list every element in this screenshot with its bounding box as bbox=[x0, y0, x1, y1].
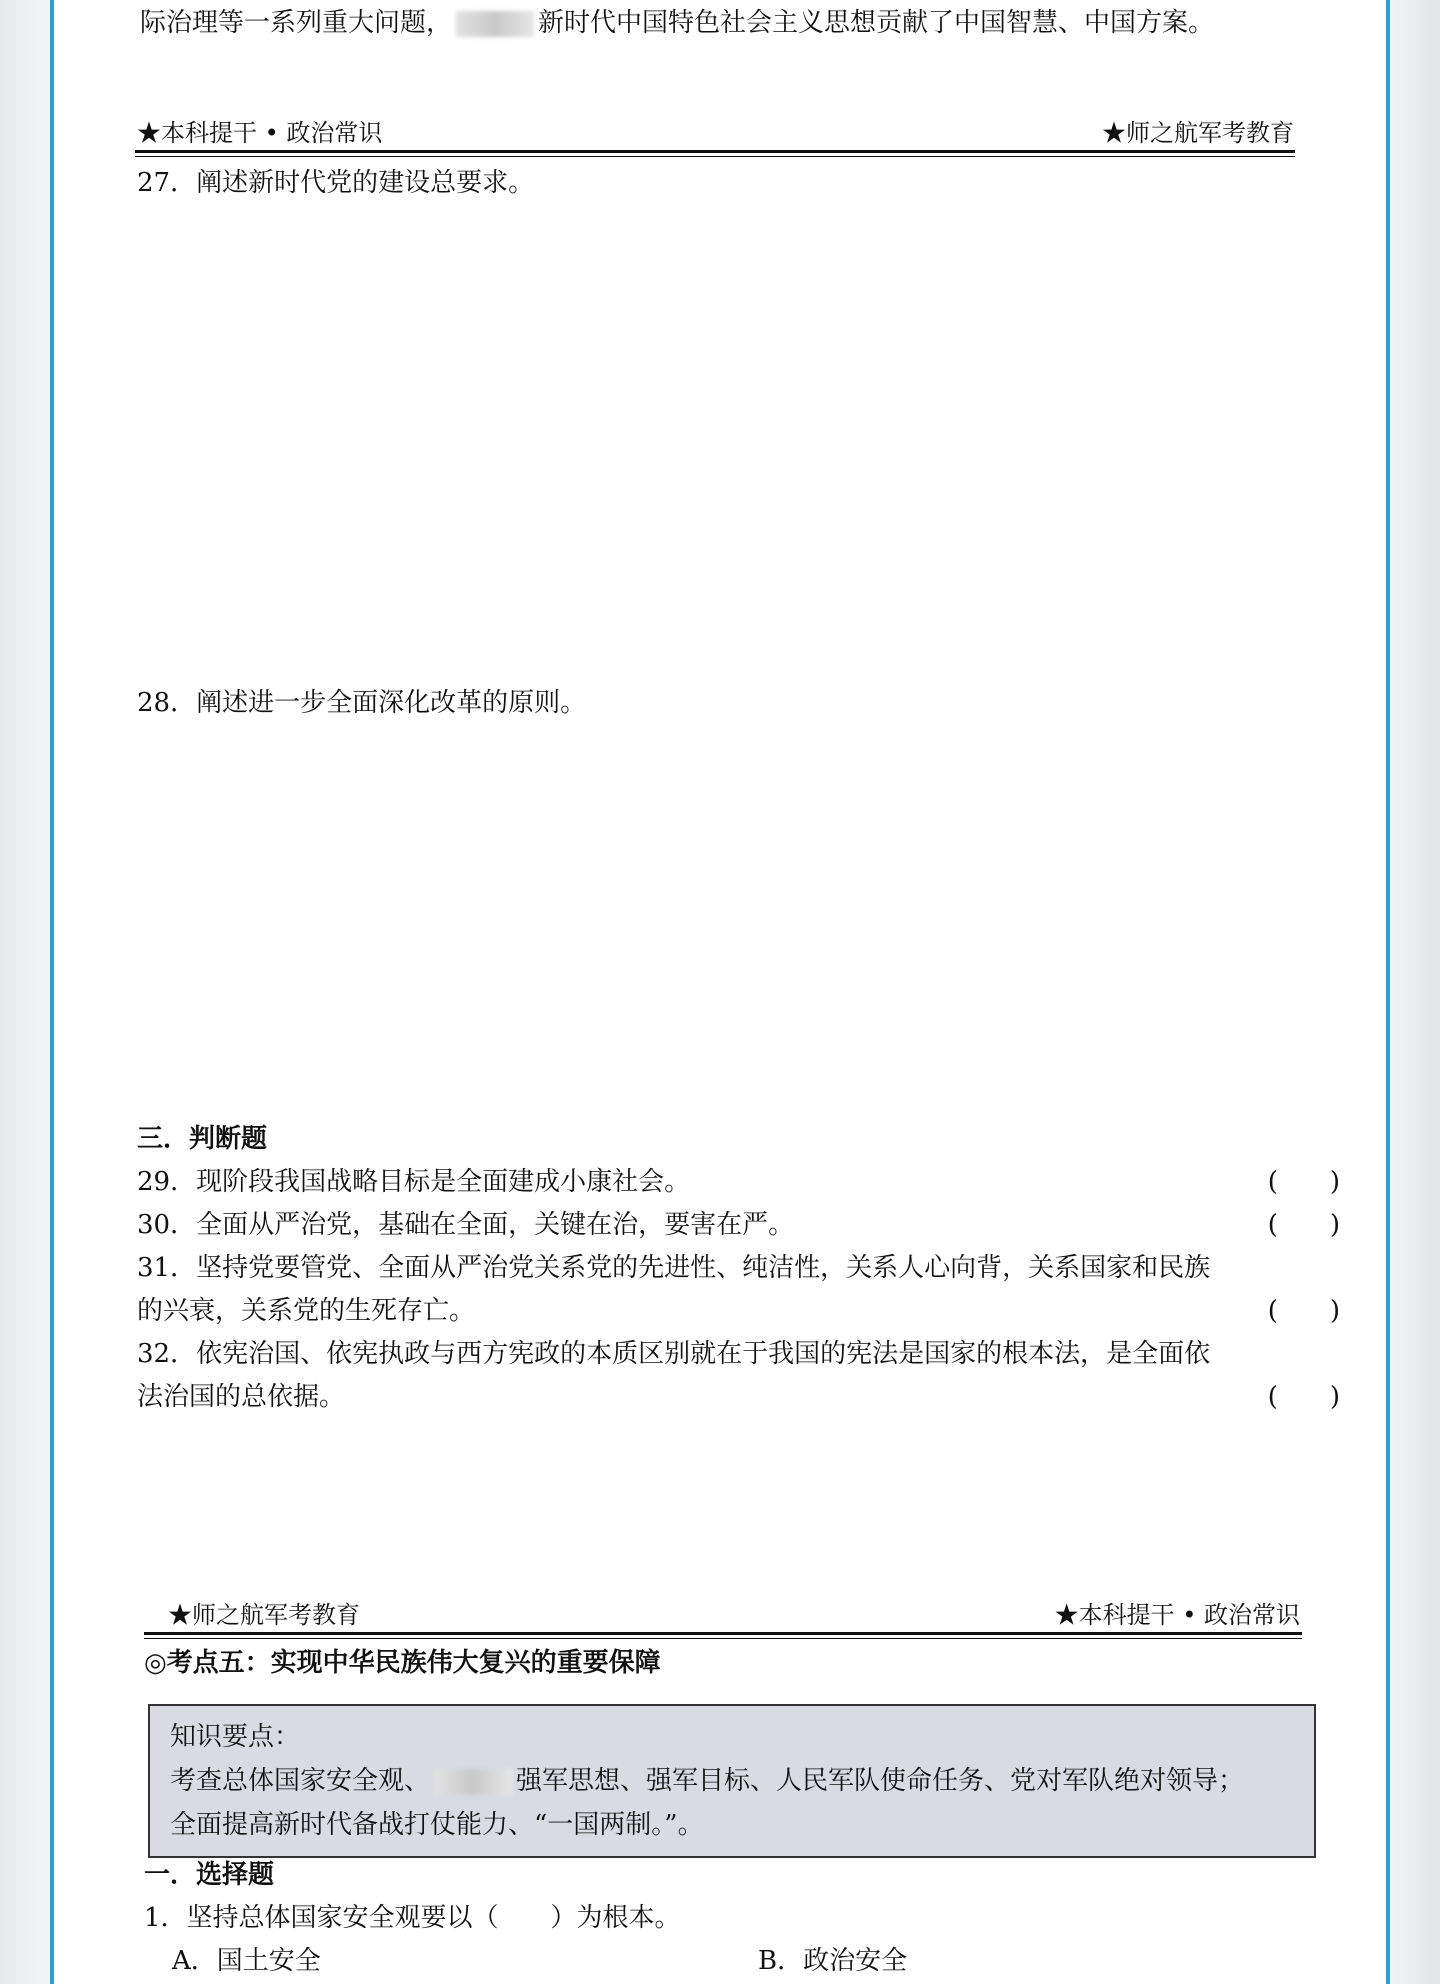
header-rule-thick bbox=[135, 150, 1295, 153]
header-right: ★师之航军考教育 bbox=[1102, 119, 1294, 147]
judge-32-text-line2: 法治国的总依据。 bbox=[137, 1382, 346, 1412]
header2-right: ★本科提干 • 政治常识 bbox=[1054, 1601, 1300, 1629]
question-27: 27．阐述新时代党的建设总要求。 bbox=[137, 168, 535, 198]
topic-5-title: ◎考点五：实现中华民族伟大复兴的重要保障 bbox=[144, 1648, 661, 1678]
judge-29-answer-blank: ( ) bbox=[1267, 1167, 1340, 1197]
continuation-part-2: 新时代中国特色社会主义思想贡献了中国智慧、中国方案。 bbox=[538, 8, 1215, 38]
knowledge-line-1-part-1: 考查总体国家安全观、 bbox=[170, 1766, 431, 1796]
document-page bbox=[50, 0, 1390, 1984]
judge-31-text-line1: 31．坚持党要管党、全面从严治党关系党的先进性、纯洁性，关系人心向背，关系国家和民族 bbox=[137, 1253, 1211, 1283]
section-title-choice: 一．选择题 bbox=[144, 1860, 275, 1890]
mcq-1-option-b: B．政治安全 bbox=[758, 1946, 908, 1976]
judge-30-answer-blank: ( ) bbox=[1267, 1210, 1340, 1240]
question-28: 28．阐述进一步全面深化改革的原则。 bbox=[137, 688, 587, 718]
header2-rule-thin bbox=[144, 1638, 1302, 1639]
mcq-1-option-a: A．国土安全 bbox=[172, 1946, 321, 1976]
continuation-part-1: 际治理等一系列重大问题， bbox=[140, 8, 453, 38]
background-left-edge bbox=[0, 0, 50, 1984]
header-left: ★本科提干 • 政治常识 bbox=[137, 119, 383, 147]
knowledge-line-1 bbox=[170, 1764, 1244, 1798]
background-right-edge bbox=[1390, 0, 1440, 1984]
redacted-name-blur bbox=[456, 11, 534, 37]
judge-31-answer-blank: ( ) bbox=[1267, 1296, 1340, 1326]
header-rule-thin bbox=[135, 156, 1295, 157]
knowledge-label: 知识要点： bbox=[170, 1722, 301, 1752]
knowledge-line-2: 全面提高新时代备战打仗能力、“一国两制。”。 bbox=[170, 1810, 704, 1840]
judge-30-text: 30．全面从严治党，基础在全面，关键在治，要害在严。 bbox=[137, 1210, 795, 1240]
judge-32-answer-blank: ( ) bbox=[1267, 1382, 1340, 1412]
judge-29-text: 29．现阶段我国战略目标是全面建成小康社会。 bbox=[137, 1167, 691, 1197]
judge-32-text-line1: 32．依宪治国、依宪执政与西方宪政的本质区别就在于我国的宪法是国家的根本法，是全面依 bbox=[137, 1339, 1211, 1369]
mcq-1-question: 1．坚持总体国家安全观要以（ ）为根本。 bbox=[144, 1903, 681, 1933]
redacted-name-blur-2 bbox=[434, 1769, 512, 1795]
section-title-judgment: 三．判断题 bbox=[137, 1124, 268, 1154]
judge-31-text-line2: 的兴衰，关系党的生死存亡。 bbox=[137, 1296, 476, 1326]
header2-left: ★师之航军考教育 bbox=[168, 1601, 360, 1629]
knowledge-points-box bbox=[148, 1704, 1316, 1858]
knowledge-line-1-part-2: 强军思想、强军目标、人民军队使命任务、党对军队绝对领导； bbox=[516, 1766, 1245, 1796]
continuation-text bbox=[140, 6, 1214, 40]
header2-rule-thick bbox=[144, 1632, 1302, 1635]
